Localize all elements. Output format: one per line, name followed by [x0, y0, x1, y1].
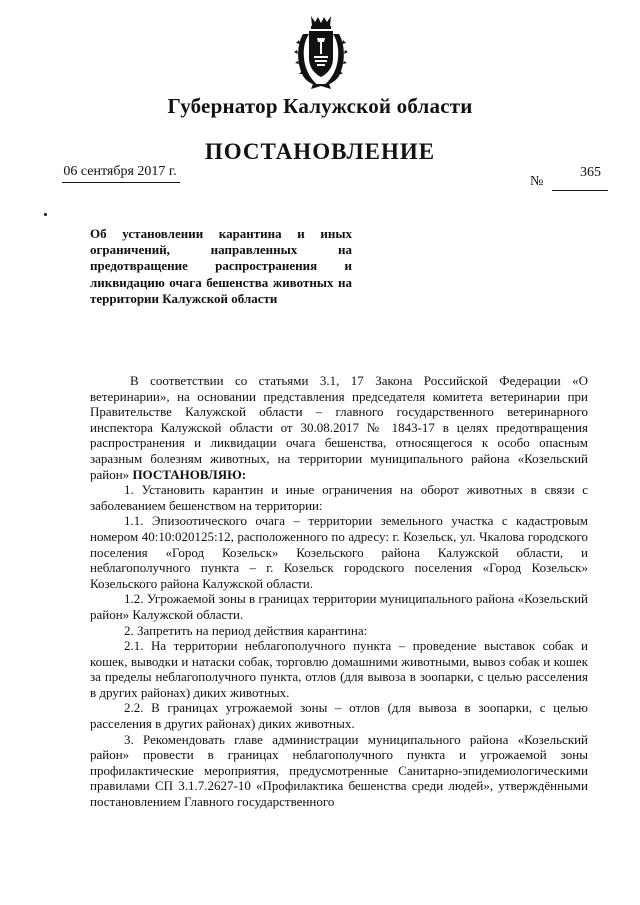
number-underline — [552, 190, 608, 191]
clause-1: 1. Установить карантин и иные ограничения на оборот животных в связи с заболеванием бешенством на территории: — [90, 482, 588, 513]
document-type: ПОСТАНОВЛЕНИЕ — [204, 139, 436, 164]
clause-2-2: 2.2. В границах угрожаемой зоны – отлов (для вывоза в зоопарки, с целью расселения в других районах) диких животных. — [90, 700, 588, 732]
kaluga-coat-of-arms-icon — [293, 14, 349, 90]
number-label: № — [530, 174, 544, 189]
decree-word: ПОСТАНОВЛЯЮ: — [132, 466, 247, 482]
document-number: 365 — [580, 165, 601, 180]
preamble-text: В соответствии со статьями 3.1, 17 Закона Российской Федерации «О ветеринарии», на основании представления председателя комитета ветеринарии при Правительстве Калужской области – главного государственного ветеринарного инспектора Калужской области от 30.08.2017 № 1843-17 в целях предотвращения распространения и ликвидации очага бешенства, относящегося к особо опасным заразным болезням животных, на территории муниципального района «Козельский район» — [90, 373, 588, 482]
clause-1-2: 1.2. Угрожаемой зоны в границах территории муниципального района «Козельский район» Калужской области. — [90, 591, 588, 622]
document-body — [90, 373, 588, 810]
clause-3: 3. Рекомендовать главе администрации муниципального района «Козельский район» провести в границах неблагополучного пункта и угрожаемой зоны профилактические мероприятия, предусмотренные Санитарно-эпидемиологическими правилами СП 3.1.7.2627-10 «Профилактика бешенства среди людей», утверждёнными постановлением Главного государственного — [90, 731, 588, 810]
document-subject: Об установлении карантина и иных ограничений, направленных на предотвращение распространения и ликвидацию очага бешенства животных на территории Калужской области — [90, 226, 352, 306]
clause-2-1: 2.1. На территории неблагополучного пункта – проведение выставок собак и кошек, выводки и натаски собак, торговлю домашними животными, вывоз собак и кошек за пределы неблагополучного пункта, отлов (для вывоза в зоопарки, с целью расселения в других районах) диких животных. — [90, 638, 588, 700]
margin-mark — [44, 213, 47, 216]
authority-title: Губернатор Калужской области — [167, 94, 473, 118]
clause-1-1: 1.1. Эпизоотического очага – территории земельного участка с кадастровым номером 40:10:020125:12, расположенного по адресу: г. Козельск, ул. Чкалова городского поселения «Город Козельск» Козельского района Калужской области, и неблагополучного пункта – г. Козельск городского поселения «Город Козельск» Козельского района Калужской области. — [90, 513, 588, 591]
date-underline — [62, 182, 180, 183]
preamble-paragraph — [90, 373, 588, 482]
clause-2: 2. Запретить на период действия карантина: — [124, 622, 368, 638]
document-date: 06 сентября 2017 г. — [63, 164, 177, 179]
